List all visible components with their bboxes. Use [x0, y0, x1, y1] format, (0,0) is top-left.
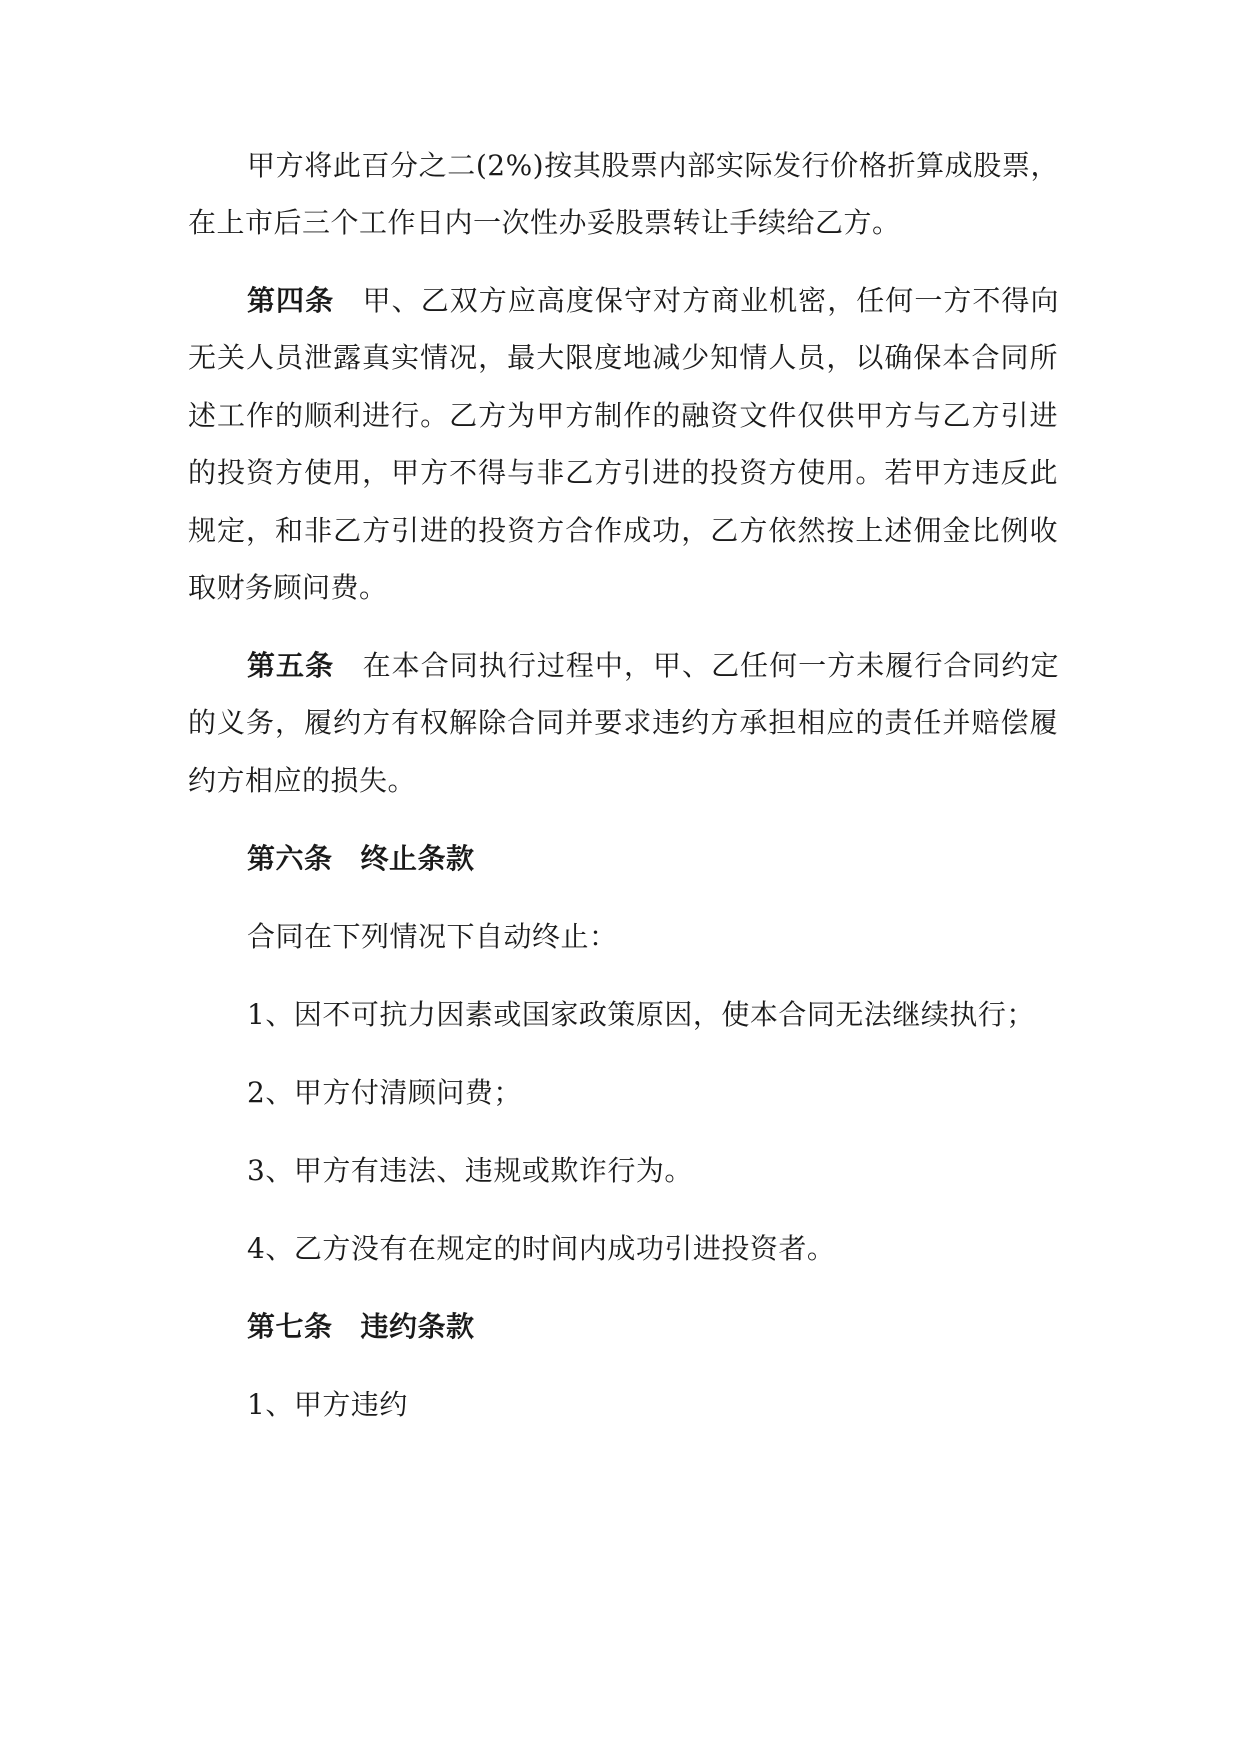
article-7-heading: 第七条 — [247, 1310, 333, 1343]
article-4-line-2: 无关人员泄露真实情况，最大限度地减少知情人员，以确保本合同所 — [188, 341, 1058, 374]
article-4-line-3: 述工作的顺利进行。乙方为甲方制作的融资文件仅供甲方与乙方引进 — [188, 399, 1058, 432]
article-4-line-6: 取财务顾问费。 — [188, 571, 388, 604]
article-7-title: 违约条款 — [360, 1310, 475, 1343]
article-6-item-3: 3、甲方有违法、违规或欺诈行为。 — [247, 1154, 693, 1187]
article-4-line-5: 规定，和非乙方引进的投资方合作成功，乙方依然按上述佣金比例收 — [188, 514, 1058, 547]
article-5-line-3: 约方相应的损失。 — [188, 764, 417, 797]
article-5-line-2: 的义务，履约方有权解除合同并要求违约方承担相应的责任并赔偿履 — [188, 706, 1058, 739]
article-5-first-line — [247, 646, 1059, 686]
article-7-title-line — [247, 1307, 1059, 1347]
article-5-line-1: 在本合同执行过程中，甲、乙任何一方未履行合同约定 — [362, 649, 1059, 682]
article-6-item-2: 2、甲方付清顾问费； — [247, 1076, 522, 1109]
article-4-line-1: 甲、乙双方应高度保守对方商业机密，任何一方不得向 — [362, 284, 1059, 317]
article-7-item-1: 1、甲方违约 — [247, 1388, 408, 1421]
article-6-title: 终止条款 — [360, 842, 475, 875]
article-4-heading: 第四条 — [247, 284, 335, 317]
article-6-heading: 第六条 — [247, 842, 333, 875]
article-5-heading: 第五条 — [247, 649, 335, 682]
article-6-title-line — [247, 839, 1059, 879]
article-6-item-4: 4、乙方没有在规定的时间内成功引进投资者。 — [247, 1232, 836, 1265]
article-6-intro: 合同在下列情况下自动终止： — [247, 920, 618, 953]
paragraph-1-line-1: 甲方将此百分之二(2%)按其股票内部实际发行价格折算成股票， — [247, 149, 1059, 182]
article-4-first-line — [247, 281, 1059, 321]
article-4-line-4: 的投资方使用，甲方不得与非乙方引进的投资方使用。若甲方违反此 — [188, 456, 1058, 489]
article-6-item-1: 1、因不可抗力因素或国家政策原因，使本合同无法继续执行； — [247, 998, 1035, 1031]
paragraph-1-line-2: 在上市后三个工作日内一次性办妥股票转让手续给乙方。 — [188, 206, 901, 239]
